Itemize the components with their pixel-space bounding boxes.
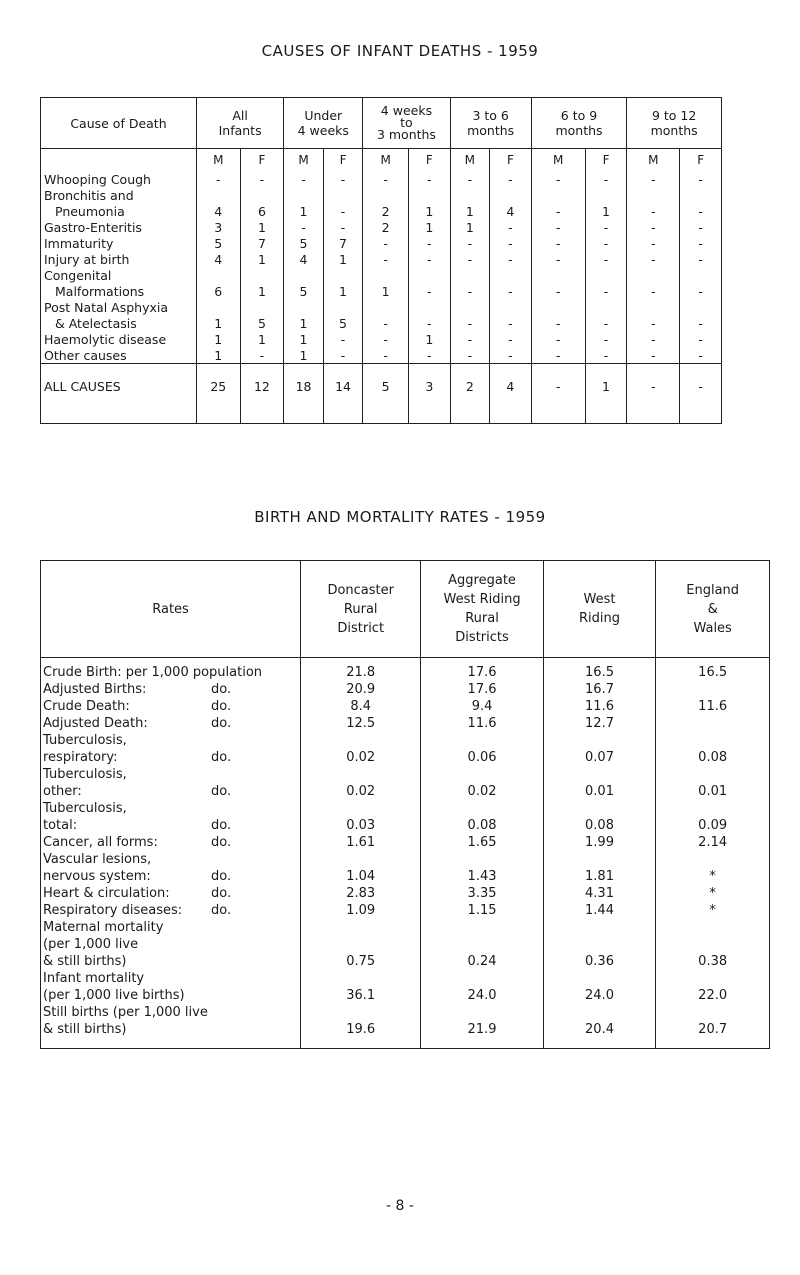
deaths-value: 1 (409, 203, 451, 219)
cause-label: Injury at birth (41, 251, 197, 267)
deaths-row (41, 267, 722, 283)
deaths-value: - (585, 331, 627, 347)
all-causes-value: 1 (585, 372, 627, 424)
deaths-value: 1 (240, 219, 284, 235)
deaths-value: - (585, 219, 627, 235)
deaths-value: - (284, 171, 324, 187)
deaths-value: - (531, 171, 585, 187)
rate-label: Heart & circulation: do. (41, 885, 301, 902)
deaths-value: - (363, 251, 409, 267)
deaths-value: - (627, 203, 680, 219)
deaths-value: - (323, 219, 363, 235)
deaths-value: 4 (196, 203, 240, 219)
cause-label: Congenital (41, 267, 197, 283)
cause-label: Gastro-Enteritis (41, 219, 197, 235)
group-header-9-12-months: 9 to 12 months (627, 98, 722, 149)
rate-value: 11.6 (656, 698, 770, 715)
cause-label: Pneumonia (41, 203, 197, 219)
rate-label: Maternal mortality (per 1,000 live & still births) (41, 919, 301, 970)
deaths-value: - (409, 347, 451, 364)
m-header: M (363, 149, 409, 172)
deaths-value: 1 (323, 251, 363, 267)
deaths-value (585, 187, 627, 203)
deaths-value: 4 (490, 203, 532, 219)
deaths-value (585, 299, 627, 315)
rate-value: 17.6 (421, 681, 543, 698)
cause-label: Immaturity (41, 235, 197, 251)
deaths-value: - (627, 315, 680, 331)
all-causes-value: 12 (240, 372, 284, 424)
deaths-value: - (490, 235, 532, 251)
deaths-value: - (531, 283, 585, 299)
deaths-value: - (585, 283, 627, 299)
rate-row (41, 919, 770, 970)
deaths-value: 1 (284, 203, 324, 219)
deaths-value (284, 187, 324, 203)
deaths-value: 4 (284, 251, 324, 267)
deaths-row (41, 347, 722, 364)
cause-label: Whooping Cough (41, 171, 197, 187)
deaths-value (196, 267, 240, 283)
deaths-value: - (490, 171, 532, 187)
west-riding-header: West Riding (543, 561, 656, 658)
deaths-value: - (490, 347, 532, 364)
rate-value: 11.6 (421, 715, 543, 732)
deaths-value (680, 187, 722, 203)
group-header-under-4-weeks: Under 4 weeks (284, 98, 363, 149)
rate-value: 0.75 (301, 919, 421, 970)
deaths-value: - (450, 251, 490, 267)
rate-row (41, 834, 770, 851)
deaths-value: - (531, 315, 585, 331)
all-causes-value: - (680, 372, 722, 424)
all-causes-value: 2 (450, 372, 490, 424)
deaths-value (284, 299, 324, 315)
deaths-value: 7 (240, 235, 284, 251)
deaths-value: 5 (284, 235, 324, 251)
deaths-value: 1 (196, 331, 240, 347)
deaths-value: 1 (409, 219, 451, 235)
all-causes-value: 25 (196, 372, 240, 424)
rate-label: Crude Death: do. (41, 698, 301, 715)
deaths-row (41, 219, 722, 235)
f-header: F (240, 149, 284, 172)
deaths-value: 1 (284, 315, 324, 331)
rate-value: * (656, 885, 770, 902)
deaths-value: 1 (284, 347, 324, 364)
rate-label: Still births (per 1,000 live & still births) (41, 1004, 301, 1049)
rate-value: * (656, 851, 770, 885)
rate-value: 9.4 (421, 698, 543, 715)
rate-row (41, 698, 770, 715)
rate-value: 0.02 (301, 766, 421, 800)
deaths-value (531, 267, 585, 283)
rate-label: Adjusted Births: do. (41, 681, 301, 698)
deaths-value: - (323, 203, 363, 219)
f-header: F (585, 149, 627, 172)
deaths-value (627, 187, 680, 203)
deaths-value: - (490, 219, 532, 235)
rate-row (41, 732, 770, 766)
all-causes-value: - (627, 372, 680, 424)
all-causes-value: 18 (284, 372, 324, 424)
rate-value: 1.65 (421, 834, 543, 851)
deaths-value: 1 (240, 283, 284, 299)
cause-label: Malformations (41, 283, 197, 299)
deaths-value: - (585, 171, 627, 187)
doncaster-header: Doncaster Rural District (301, 561, 421, 658)
rate-value: 16.7 (543, 681, 656, 698)
rate-value: 12.5 (301, 715, 421, 732)
deaths-value: - (585, 235, 627, 251)
deaths-value: - (409, 283, 451, 299)
group-header-4-weeks-3-months: 4 weeks to 3 months (363, 98, 450, 149)
deaths-value (450, 299, 490, 315)
deaths-value: 1 (284, 331, 324, 347)
rate-value: 1.99 (543, 834, 656, 851)
deaths-value (323, 187, 363, 203)
deaths-value (409, 187, 451, 203)
deaths-value: - (409, 315, 451, 331)
deaths-value (450, 267, 490, 283)
deaths-value: 1 (450, 203, 490, 219)
deaths-value: 1 (240, 251, 284, 267)
infant-deaths-table (40, 97, 722, 424)
deaths-value: 3 (196, 219, 240, 235)
rate-value (656, 715, 770, 732)
deaths-value (284, 267, 324, 283)
rate-value: 0.07 (543, 732, 656, 766)
f-header: F (490, 149, 532, 172)
rate-value: 0.08 (421, 800, 543, 834)
deaths-value (196, 299, 240, 315)
deaths-value: - (531, 347, 585, 364)
deaths-value: 2 (363, 203, 409, 219)
deaths-value: - (680, 219, 722, 235)
deaths-value: 5 (284, 283, 324, 299)
f-header: F (680, 149, 722, 172)
rate-value: 12.7 (543, 715, 656, 732)
sex-header-row (41, 149, 722, 172)
deaths-value: - (450, 171, 490, 187)
rate-label: Vascular lesions, nervous system: do. (41, 851, 301, 885)
deaths-value: - (323, 347, 363, 364)
rate-value: 0.08 (656, 732, 770, 766)
deaths-value: 1 (450, 219, 490, 235)
deaths-value (531, 299, 585, 315)
deaths-value: 5 (240, 315, 284, 331)
deaths-value: - (490, 251, 532, 267)
deaths-value: - (531, 203, 585, 219)
deaths-value: - (450, 331, 490, 347)
deaths-value: - (585, 315, 627, 331)
rate-row (41, 851, 770, 885)
deaths-row (41, 315, 722, 331)
rate-value: 11.6 (543, 698, 656, 715)
rate-value: 36.1 (301, 970, 421, 1004)
deaths-value: - (409, 171, 451, 187)
group-header-6-9-months: 6 to 9 months (531, 98, 627, 149)
rate-value: 0.01 (543, 766, 656, 800)
deaths-value (363, 187, 409, 203)
deaths-value: - (363, 315, 409, 331)
group-header-all-infants: All Infants (196, 98, 283, 149)
deaths-value (323, 299, 363, 315)
rate-value: 8.4 (301, 698, 421, 715)
rate-row (41, 1004, 770, 1049)
all-causes-value: - (531, 372, 585, 424)
deaths-value: - (531, 251, 585, 267)
deaths-value: - (409, 235, 451, 251)
deaths-value (531, 187, 585, 203)
rate-value: 20.7 (656, 1004, 770, 1049)
deaths-value: 4 (196, 251, 240, 267)
rate-value: 1.44 (543, 902, 656, 919)
deaths-value: - (627, 171, 680, 187)
rates-title: BIRTH AND MORTALITY RATES - 1959 (254, 508, 546, 526)
rate-label: Infant mortality (per 1,000 live births) (41, 970, 301, 1004)
m-header: M (450, 149, 490, 172)
birth-mortality-rates-table (40, 560, 770, 1049)
f-header: F (409, 149, 451, 172)
deaths-value: - (490, 283, 532, 299)
deaths-value: - (240, 171, 284, 187)
m-header: M (531, 149, 585, 172)
rate-row (41, 970, 770, 1004)
cause-label: Haemolytic disease (41, 331, 197, 347)
deaths-value (585, 267, 627, 283)
deaths-value: - (240, 347, 284, 364)
all-causes-value: 4 (490, 372, 532, 424)
rate-value: 1.04 (301, 851, 421, 885)
all-causes-label: ALL CAUSES (41, 372, 197, 424)
deaths-value: - (585, 347, 627, 364)
deaths-row (41, 299, 722, 315)
deaths-value: - (680, 315, 722, 331)
rate-value: 1.09 (301, 902, 421, 919)
england-wales-header: England & Wales (656, 561, 770, 658)
deaths-value: - (450, 315, 490, 331)
rate-row (41, 658, 770, 682)
all-causes-value: 14 (323, 372, 363, 424)
deaths-value: 5 (196, 235, 240, 251)
deaths-value: - (450, 235, 490, 251)
deaths-value: 2 (363, 219, 409, 235)
deaths-value: - (450, 283, 490, 299)
deaths-value: - (680, 331, 722, 347)
deaths-title: CAUSES OF INFANT DEATHS - 1959 (261, 42, 539, 60)
deaths-value: - (323, 331, 363, 347)
rate-value: 21.9 (421, 1004, 543, 1049)
deaths-value: 1 (363, 283, 409, 299)
rate-value: 19.6 (301, 1004, 421, 1049)
rate-value: 1.61 (301, 834, 421, 851)
deaths-value: - (409, 251, 451, 267)
all-causes-value: 3 (409, 372, 451, 424)
f-header: F (323, 149, 363, 172)
deaths-row (41, 235, 722, 251)
rate-value: 1.43 (421, 851, 543, 885)
rate-row (41, 766, 770, 800)
rate-value: 4.31 (543, 885, 656, 902)
deaths-row (41, 283, 722, 299)
deaths-value (240, 187, 284, 203)
deaths-value: - (680, 347, 722, 364)
deaths-value (240, 299, 284, 315)
rate-value: 24.0 (421, 970, 543, 1004)
deaths-value: - (196, 171, 240, 187)
deaths-value: - (284, 219, 324, 235)
deaths-value (490, 267, 532, 283)
cause-label: & Atelectasis (41, 315, 197, 331)
deaths-value (363, 299, 409, 315)
rate-label: Cancer, all forms: do. (41, 834, 301, 851)
deaths-value: - (680, 283, 722, 299)
deaths-value: - (490, 315, 532, 331)
deaths-value (680, 267, 722, 283)
deaths-value (409, 267, 451, 283)
rate-label: Crude Birth: per 1,000 population (41, 658, 301, 682)
rate-value: 16.5 (543, 658, 656, 682)
deaths-value: 1 (409, 331, 451, 347)
rate-row (41, 715, 770, 732)
deaths-value (680, 299, 722, 315)
deaths-value: 6 (196, 283, 240, 299)
deaths-value: 1 (196, 315, 240, 331)
deaths-value: - (680, 203, 722, 219)
rate-value: 1.15 (421, 902, 543, 919)
rate-value: 2.83 (301, 885, 421, 902)
deaths-value: - (363, 171, 409, 187)
deaths-value: - (531, 331, 585, 347)
deaths-value: - (450, 347, 490, 364)
aggregate-header: Aggregate West Riding Rural Districts (421, 561, 543, 658)
group-header-3-6-months: 3 to 6 months (450, 98, 531, 149)
deaths-value: - (363, 235, 409, 251)
rate-value: 24.0 (543, 970, 656, 1004)
deaths-value: - (680, 235, 722, 251)
all-causes-value: 5 (363, 372, 409, 424)
rate-value: 17.6 (421, 658, 543, 682)
deaths-value: 1 (585, 203, 627, 219)
deaths-value: 1 (240, 331, 284, 347)
deaths-value: - (363, 347, 409, 364)
cause-header: Cause of Death (41, 98, 197, 149)
m-header: M (284, 149, 324, 172)
rate-label: Tuberculosis, total: do. (41, 800, 301, 834)
rate-value: 21.8 (301, 658, 421, 682)
rate-row (41, 681, 770, 698)
deaths-value (323, 267, 363, 283)
deaths-value: 6 (240, 203, 284, 219)
deaths-value: - (531, 235, 585, 251)
rate-value: 0.02 (421, 766, 543, 800)
deaths-value: - (627, 251, 680, 267)
deaths-value (490, 187, 532, 203)
deaths-value (450, 187, 490, 203)
rate-value: 3.35 (421, 885, 543, 902)
rate-row (41, 902, 770, 919)
rate-value: 0.36 (543, 919, 656, 970)
all-causes-row (41, 372, 722, 424)
deaths-value: 1 (196, 347, 240, 364)
rate-value: * (656, 902, 770, 919)
deaths-value (240, 267, 284, 283)
deaths-value: - (585, 251, 627, 267)
deaths-row (41, 331, 722, 347)
rate-value: 0.01 (656, 766, 770, 800)
deaths-row (41, 203, 722, 219)
deaths-value: - (531, 219, 585, 235)
rate-label: Respiratory diseases: do. (41, 902, 301, 919)
rate-row (41, 885, 770, 902)
rate-label: Tuberculosis, other: do. (41, 766, 301, 800)
deaths-value (196, 187, 240, 203)
rate-label: Tuberculosis, respiratory: do. (41, 732, 301, 766)
rate-value: 16.5 (656, 658, 770, 682)
deaths-value: 7 (323, 235, 363, 251)
deaths-value (363, 267, 409, 283)
deaths-value: - (490, 331, 532, 347)
deaths-value: 1 (323, 283, 363, 299)
deaths-value: - (627, 347, 680, 364)
rate-value: 0.06 (421, 732, 543, 766)
rate-label: Adjusted Death: do. (41, 715, 301, 732)
cause-label: Post Natal Asphyxia (41, 299, 197, 315)
deaths-value (490, 299, 532, 315)
deaths-row (41, 251, 722, 267)
rate-value: 22.0 (656, 970, 770, 1004)
deaths-value: - (627, 219, 680, 235)
deaths-value: - (323, 171, 363, 187)
m-header: M (196, 149, 240, 172)
deaths-value (627, 299, 680, 315)
rate-row (41, 800, 770, 834)
deaths-value: - (680, 171, 722, 187)
deaths-value (627, 267, 680, 283)
deaths-row (41, 187, 722, 203)
rate-value: 0.38 (656, 919, 770, 970)
page-number: - 8 - (386, 1198, 414, 1214)
rate-value: 2.14 (656, 834, 770, 851)
rate-value: 0.24 (421, 919, 543, 970)
cause-label: Other causes (41, 347, 197, 364)
rate-value (656, 681, 770, 698)
deaths-value: - (363, 331, 409, 347)
deaths-value: - (627, 283, 680, 299)
deaths-value (409, 299, 451, 315)
deaths-value: - (627, 331, 680, 347)
rate-value: 0.02 (301, 732, 421, 766)
deaths-value: 5 (323, 315, 363, 331)
deaths-row (41, 171, 722, 187)
rate-value: 20.4 (543, 1004, 656, 1049)
rate-value: 1.81 (543, 851, 656, 885)
deaths-value: - (680, 251, 722, 267)
cause-label: Bronchitis and (41, 187, 197, 203)
m-header: M (627, 149, 680, 172)
rate-value: 20.9 (301, 681, 421, 698)
rate-value: 0.03 (301, 800, 421, 834)
rate-value: 0.08 (543, 800, 656, 834)
rate-value: 0.09 (656, 800, 770, 834)
deaths-value: - (627, 235, 680, 251)
rates-header: Rates (41, 561, 301, 658)
